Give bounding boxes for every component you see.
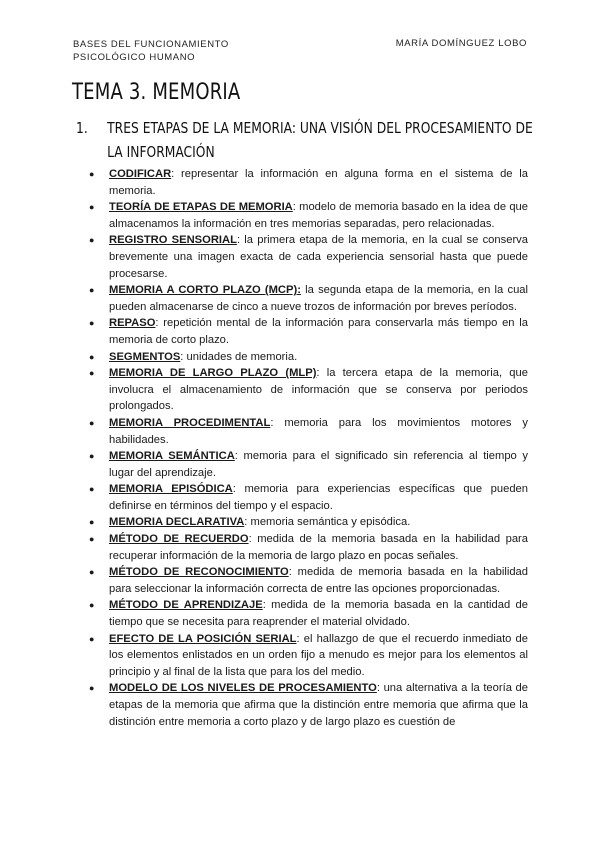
glossary-definition: el hallazgo de que el recuerdo inmediato de los elementos enlistados en un orden fijo a menudo es mejor para los elementos al principio y al final de la lista que para los del medio. [109,632,528,678]
glossary-separator: : [248,533,252,546]
bullet-icon: ● [89,451,95,462]
glossary-definition: memoria para el significado sin referencia al tiempo y lugar del aprendizaje. [109,450,528,479]
header-author: MARÍA DOMÍNGUEZ LOBO [395,38,527,49]
glossary-item [80,564,528,597]
bullet-icon: ● [89,534,95,545]
glossary-item [80,349,528,366]
glossary-item [80,481,528,514]
header-course-line2: PSICOLÓGICO HUMANO [73,52,196,63]
glossary-separator: : [376,682,380,695]
bullet-icon: ● [89,368,95,379]
header-course [73,38,273,64]
glossary-term: MÉTODO DE APRENDIZAJE [109,599,263,612]
glossary-separator: : [316,367,320,380]
glossary-definition: medida de la memoria basada en la habilidad para recuperar información de la memoria de largo plazo en pocas señales. [109,533,528,562]
glossary-separator: : [180,350,184,363]
glossary-item [80,315,528,348]
glossary-separator: : [236,234,241,247]
bullet-icon: ● [89,683,95,694]
glossary-term: TEORÍA DE ETAPAS DE MEMORIA [109,201,293,214]
bullet-icon: ● [89,351,95,362]
glossary-definition: medida de memoria basada en la habilidad para seleccionar la información correcta de entre las opciones proporcionadas. [109,566,528,595]
glossary-term: MEMORIA A CORTO PLAZO (MCP): [109,284,301,297]
glossary-definition: medida de la memoria basada en la cantidad de tiempo que se necesita para reaprender el material olvidado. [109,599,528,629]
glossary-item [80,448,528,481]
glossary-separator: : [292,201,296,214]
glossary-term: CODIFICAR [109,168,172,180]
glossary-separator: : [155,317,159,330]
section-heading-text: TRES ETAPAS DE LA MEMORIA: UNA VISIÓN DEL PROCESAMIENTO DE LA INFORMACIÓN [107,119,533,161]
bullet-icon: ● [89,318,95,329]
glossary-item [80,166,528,199]
glossary-term: EFECTO DE LA POSICIÓN SERIAL [109,632,297,645]
glossary-item [80,680,528,730]
bullet-icon: ● [89,633,95,644]
header-course-line1: BASES DEL FUNCIONAMIENTO [73,39,229,50]
bullet-icon: ● [89,235,95,246]
bullet-icon: ● [89,517,95,528]
glossary-definition: repetición mental de la información para conservarla más tiempo en la memoria de corto plazo. [109,317,528,346]
glossary-definition: memoria para los movimientos motores y habilidades. [109,416,528,446]
glossary-item [80,365,528,415]
glossary-separator: : [270,416,274,429]
glossary-term: MEMORIA EPISÓDICA [109,483,233,496]
glossary-definition: modelo de memoria basado en la idea de que almacenamos la información en tres memorias separadas, pero relacionadas. [109,201,528,230]
glossary-term: REPASO [109,317,156,330]
glossary-definition: la tercera etapa de la memoria, que involucra el almacenamiento de información que se conserva por periodos prolongados. [109,367,528,413]
bullet-icon: ● [89,417,95,428]
glossary-separator: : [288,566,292,579]
glossary-term: MEMORIA SEMÁNTICA [109,450,235,463]
glossary-definition: la segunda etapa de la memoria, en la cual pueden almacenarse de cinco a nueve trozos de información por breves períodos. [109,284,528,313]
glossary-item [80,514,528,531]
glossary-item [80,199,528,232]
glossary-definition: memoria semántica y episódica. [247,516,411,529]
glossary-separator: : [234,450,238,463]
glossary-term: MEMORIA PROCEDIMENTAL [109,416,271,429]
glossary-definition: una alternativa a la teoría de etapas de la memoria que afirma que la distinción entre memoria que afirma que la distinción entre memoria a corto plazo y de largo plazo es cuestión de [109,682,529,728]
glossary-term: SEGMENTOS [109,350,181,363]
bullet-icon: ● [89,600,95,611]
glossary-item [80,631,528,681]
page-title: TEMA 3. MEMORIA [72,80,241,105]
glossary-separator: : [244,516,248,529]
section-number: 1. [76,119,88,137]
glossary-term: MODELO DE LOS NIVELES DE PROCESAMIENTO [109,682,377,695]
glossary-definition: representar la información en alguna forma en el sistema de la memoria. [109,168,528,197]
glossary-item [80,597,528,630]
bullet-icon: ● [89,169,95,179]
glossary-list [80,166,528,730]
glossary-item [80,415,528,448]
glossary-separator: : [171,168,175,180]
glossary-definition: unidades de memoria. [183,350,298,363]
section-heading [76,116,535,164]
glossary-definition: la primera etapa de la memoria, en la cual se conserva brevemente una imagen exacta de cada experiencia sensorial hasta que puede procesarse. [109,234,528,280]
glossary-term: REGISTRO SENSORIAL [109,234,237,247]
glossary-separator: : [296,632,300,645]
glossary-definition: memoria para experiencias específicas que pueden definirse en términos del tiempo y el espacio. [109,483,528,512]
glossary-term: MÉTODO DE RECONOCIMIENTO [109,566,289,579]
bullet-icon: ● [89,567,95,578]
bullet-icon: ● [89,484,95,495]
bullet-icon: ● [89,202,95,213]
glossary-item [80,531,528,564]
glossary-term: MEMORIA DECLARATIVA [109,516,245,529]
glossary-term: MEMORIA DE LARGO PLAZO (MLP) [109,367,317,380]
glossary-separator: : [262,599,266,612]
glossary-item [80,232,528,282]
bullet-icon: ● [89,285,95,296]
glossary-term: MÉTODO DE RECUERDO [109,533,249,546]
glossary-separator: : [232,483,236,496]
glossary-item [80,282,528,315]
